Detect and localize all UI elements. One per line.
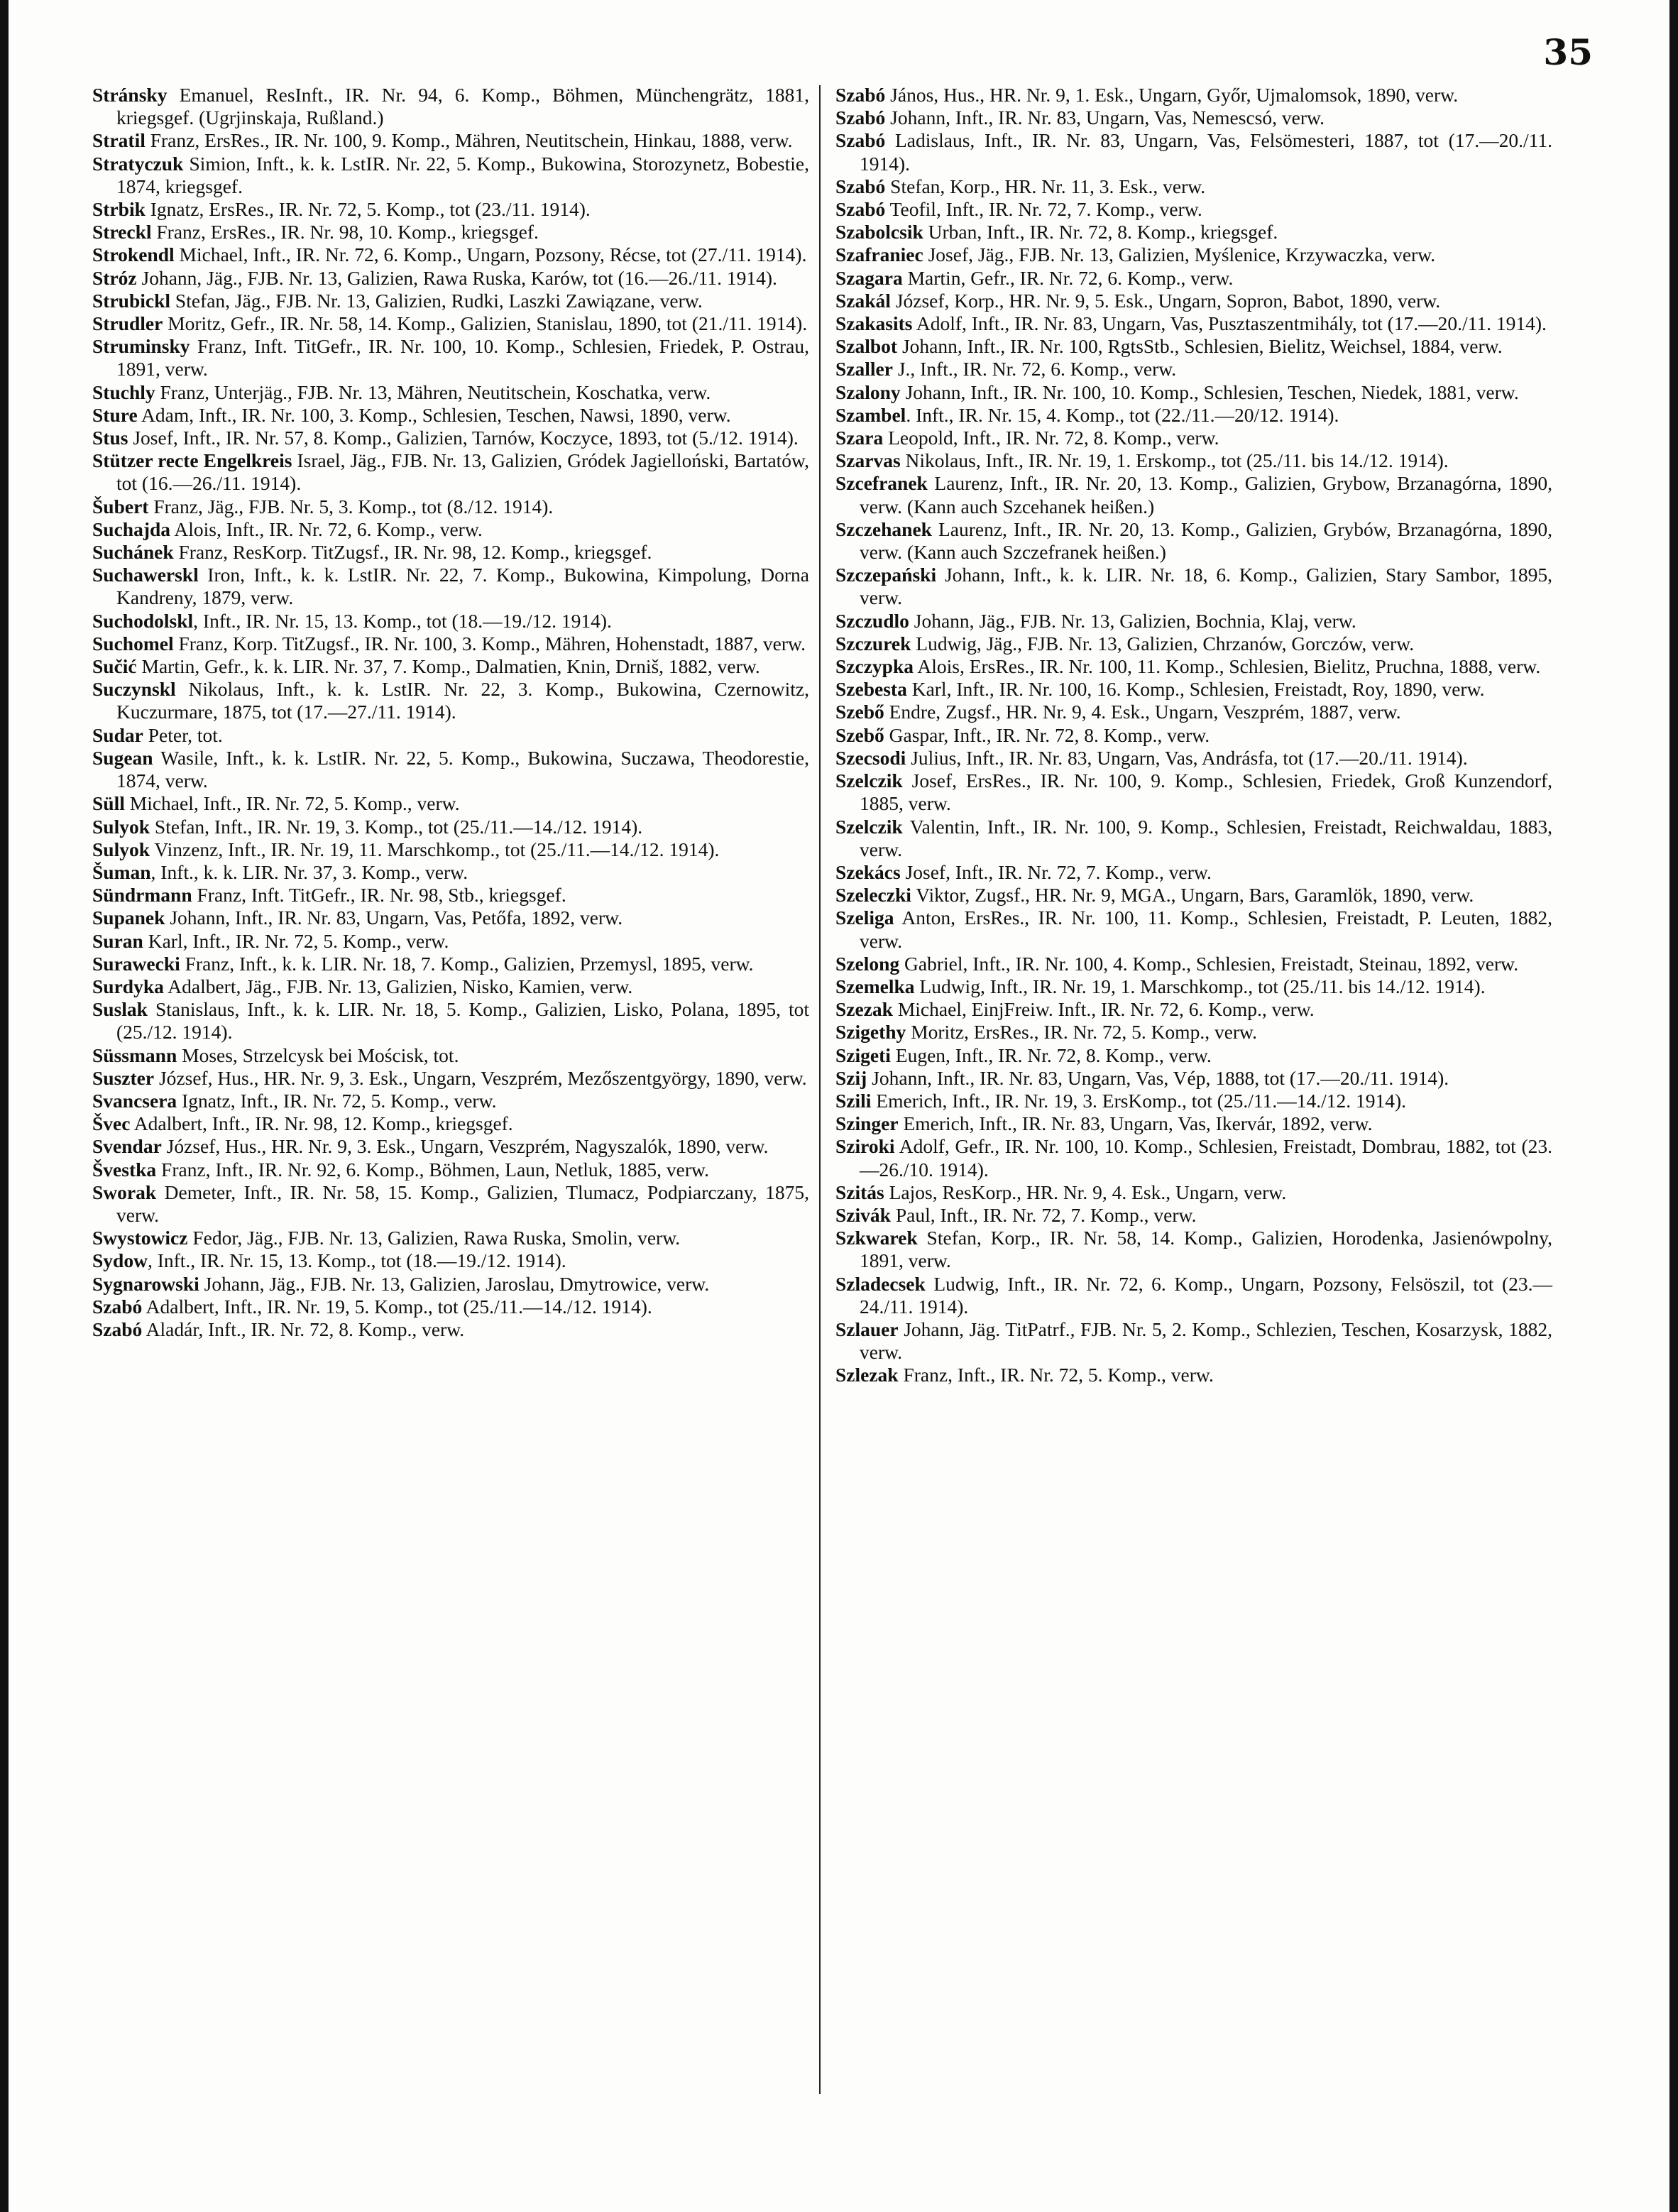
entry-surname: Szczurek <box>835 632 911 655</box>
entry-details: Franz, Inft. TitGefr., IR. Nr. 100, 10. Komp., Schlesien, Friedek, P. Ostrau, 1891, verw. <box>116 335 809 380</box>
register-entry <box>92 1318 809 1341</box>
register-entry <box>92 1296 809 1318</box>
register-entry <box>835 861 1552 884</box>
entry-details: Julius, Inft., IR. Nr. 83, Ungarn, Vas, Andrásfa, tot (17.—20./11. 1914). <box>906 746 1468 769</box>
register-entry <box>835 267 1552 290</box>
register-entry <box>835 175 1552 198</box>
register-entry <box>92 792 809 815</box>
entry-surname: Szij <box>835 1066 867 1089</box>
entry-surname: Stützer recte Engelkreis <box>92 449 292 472</box>
register-entry <box>835 1318 1552 1364</box>
register-entry <box>92 930 809 953</box>
entry-surname: Svancsera <box>92 1089 177 1112</box>
entry-surname: Suchawerskl <box>92 564 199 586</box>
column-divider <box>819 85 821 2094</box>
entry-details: Josef, Jäg., FJB. Nr. 13, Galizien, Myślenice, Krzywaczka, verw. <box>923 243 1436 266</box>
register-entry <box>835 243 1552 266</box>
register-entry <box>92 495 809 518</box>
entry-details: Stefan, Korp., HR. Nr. 11, 3. Esk., verw. <box>885 175 1206 197</box>
register-entry <box>92 953 809 975</box>
entry-details: Israel, Jäg., FJB. Nr. 13, Galizien, Gródek Jagielloński, Bartatów, tot (16.—26./11. 1914). <box>116 449 809 495</box>
register-entry <box>835 953 1552 975</box>
register-entry <box>835 129 1552 175</box>
entry-surname: Sučić <box>92 655 137 678</box>
entry-details: Franz, Unterjäg., FJB. Nr. 13, Mähren, Neutitschein, Koschatka, verw. <box>155 380 711 403</box>
entry-details: Stefan, Inft., IR. Nr. 19, 3. Komp., tot (25./11.—14./12. 1914). <box>150 815 643 838</box>
register-entry <box>92 1181 809 1227</box>
register-entry <box>835 106 1552 129</box>
entry-surname: Süssmann <box>92 1044 177 1066</box>
register-entry <box>92 290 809 312</box>
right-column <box>835 84 1552 1387</box>
register-entry <box>835 312 1552 335</box>
register-entry <box>835 84 1552 106</box>
entry-details: Ignatz, ErsRes., IR. Nr. 72, 5. Komp., tot (23./11. 1914). <box>145 198 591 221</box>
register-entry <box>835 610 1552 633</box>
register-entry <box>835 449 1552 472</box>
entry-surname: Stránsky <box>92 84 168 106</box>
register-entry <box>835 907 1552 952</box>
entry-details: Endre, Zugsf., HR. Nr. 9, 4. Esk., Ungarn, Veszprém, 1887, verw. <box>884 701 1401 723</box>
entry-surname: Suszter <box>92 1066 155 1089</box>
entry-details: Franz, ResKorp. TitZugsf., IR. Nr. 98, 12. Komp., kriegsgef. <box>173 541 652 564</box>
entry-details: Johann, Jäg. TitPatrf., FJB. Nr. 5, 2. Komp., Schlezien, Teschen, Kosarzysk, 1882, verw. <box>860 1318 1552 1364</box>
register-entry <box>92 816 809 838</box>
entry-surname: Surdyka <box>92 975 164 997</box>
register-entry <box>92 1249 809 1272</box>
entry-surname: Suchánek <box>92 541 174 564</box>
register-entry <box>835 678 1552 701</box>
entry-details: Adam, Inft., IR. Nr. 100, 3. Komp., Schlesien, Teschen, Nawsi, 1890, verw. <box>137 403 731 426</box>
register-entry <box>835 381 1552 404</box>
entry-surname: Szarvas <box>835 449 901 472</box>
entry-details: József, Korp., HR. Nr. 9, 5. Esk., Ungarn, Sopron, Babot, 1890, verw. <box>890 289 1441 312</box>
entry-details: Michael, Inft., IR. Nr. 72, 6. Komp., Ungarn, Pozsony, Récse, tot (27./11. 1914). <box>174 243 807 266</box>
entry-details: Franz, Inft., IR. Nr. 72, 5. Komp., verw. <box>898 1364 1214 1386</box>
entry-surname: Sture <box>92 403 138 426</box>
entry-details: Franz, Inft., k. k. LIR. Nr. 18, 7. Komp., Galizien, Przemysl, 1895, verw. <box>180 952 754 975</box>
entry-details: Ludwig, Inft., IR. Nr. 19, 1. Marschkomp., tot (25./11. bis 14./12. 1914). <box>914 975 1486 997</box>
entry-surname: Szemelka <box>835 975 915 997</box>
register-entry <box>835 1181 1552 1204</box>
register-entry <box>92 1067 809 1090</box>
register-entry <box>92 153 809 198</box>
register-entry <box>835 221 1552 243</box>
entry-surname: Stus <box>92 427 128 449</box>
entry-surname: Strbik <box>92 198 146 221</box>
entry-details: Michael, EinjFreiw. Inft., IR. Nr. 72, 6. Komp., verw. <box>892 998 1315 1021</box>
register-entry <box>835 884 1552 907</box>
entry-surname: Sulyok <box>92 815 150 838</box>
register-entry <box>92 1044 809 1067</box>
register-entry <box>92 1090 809 1112</box>
entry-surname: Švec <box>92 1112 131 1135</box>
entry-details: Teofil, Inft., IR. Nr. 72, 7. Komp., verw. <box>885 198 1202 221</box>
entry-surname: Suchajda <box>92 518 171 540</box>
register-entry <box>835 816 1552 861</box>
register-entry <box>835 358 1552 380</box>
entry-details: Adalbert, Jäg., FJB. Nr. 13, Galizien, Nisko, Kamien, verw. <box>163 975 633 997</box>
entry-surname: Szelczik <box>835 770 903 792</box>
entry-surname: Szczudlo <box>835 609 909 632</box>
entry-details: Moses, Strzelcysk bei Mościsk, tot. <box>177 1044 459 1066</box>
register-entry <box>92 449 809 495</box>
entry-details: Alois, Inft., IR. Nr. 72, 6. Komp., verw. <box>170 518 483 540</box>
entry-details: Eugen, Inft., IR. Nr. 72, 8. Komp., verw. <box>890 1044 1212 1066</box>
entry-details: Laurenz, Inft., IR. Nr. 20, 13. Komp., Galizien, Grybow, Brzanagórna, 1890, verw. (Kann auch Szcehanek heißen.) <box>860 472 1552 518</box>
register-entry <box>835 633 1552 655</box>
register-entry <box>835 564 1552 609</box>
entry-details: Johann, Inft., IR. Nr. 83, Ungarn, Vas, Nemescsó, verw. <box>885 106 1325 129</box>
entry-details: Nikolaus, Inft., k. k. LstIR. Nr. 22, 3. Komp., Bukowina, Czernowitz, Kuczurmare, 1875, tot (17.—27./11. 1914). <box>116 678 809 723</box>
entry-surname: Szeleczki <box>835 884 911 907</box>
entry-surname: Szczehanek <box>835 518 932 540</box>
register-entry <box>92 564 809 609</box>
entry-surname: Szebő <box>835 723 884 746</box>
entry-surname: Sudar <box>92 723 143 746</box>
entry-details: József, Hus., HR. Nr. 9, 3. Esk., Ungarn, Veszprém, Nagyszalók, 1890, verw. <box>161 1135 769 1158</box>
entry-details: Leopold, Inft., IR. Nr. 72, 8. Komp., verw. <box>883 427 1219 449</box>
register-entry <box>92 655 809 678</box>
register-entry <box>835 1204 1552 1227</box>
register-entry <box>835 1273 1552 1318</box>
entry-details: Emerich, Inft., IR. Nr. 19, 3. ErsKomp., tot (25./11.—14./12. 1914). <box>871 1089 1407 1112</box>
register-entry <box>835 770 1552 815</box>
entry-surname: Szara <box>835 427 884 449</box>
register-entry <box>835 1021 1552 1044</box>
entry-details: Martin, Gefr., IR. Nr. 72, 6. Komp., verw. <box>902 266 1234 289</box>
entry-details: József, Hus., HR. Nr. 9, 3. Esk., Ungarn, Veszprém, Mezőszentgyörgy, 1890, verw. <box>154 1066 807 1089</box>
entry-surname: Szekács <box>835 860 901 883</box>
register-entry <box>92 1112 809 1135</box>
entry-details: Peter, tot. <box>143 723 223 746</box>
entry-surname: Szagara <box>835 266 903 289</box>
entry-surname: Sugean <box>92 746 153 769</box>
entry-surname: Szaller <box>835 358 893 380</box>
entry-details: Wasile, Inft., k. k. LstIR. Nr. 22, 5. Komp., Bukowina, Suczawa, Theodorestie, 1874, verw. <box>116 746 809 792</box>
entry-surname: Szabó <box>835 84 886 106</box>
entry-details: Iron, Inft., k. k. LstIR. Nr. 22, 7. Komp., Bukowina, Kimpolung, Dorna Kandreny, 1879, verw. <box>116 564 809 609</box>
entry-surname: Suczynskl <box>92 678 176 701</box>
entry-surname: Szakál <box>835 289 891 312</box>
entry-details: Valentin, Inft., IR. Nr. 100, 9. Komp., Schlesien, Freistadt, Reichwaldau, 1883, verw. <box>860 815 1552 860</box>
entry-surname: Szebesta <box>835 678 907 701</box>
register-entry <box>92 84 809 129</box>
entry-details: Adalbert, Inft., IR. Nr. 98, 12. Komp., kriegsgef. <box>130 1112 513 1135</box>
register-entry <box>92 427 809 449</box>
entry-surname: Szabó <box>92 1295 143 1318</box>
entry-surname: Szalbot <box>835 335 898 358</box>
entry-details: Anton, ErsRes., IR. Nr. 100, 11. Komp., Schlesien, Freistadt, P. Leuten, 1882, verw. <box>860 907 1552 952</box>
register-entry <box>835 1090 1552 1112</box>
entry-details: Josef, ErsRes., IR. Nr. 100, 9. Komp., Schlesien, Friedek, Groß Kunzendorf, 1885, verw. <box>860 770 1552 815</box>
entry-surname: Stuchly <box>92 380 155 403</box>
entry-surname: Strubickl <box>92 289 171 312</box>
register-entry <box>92 633 809 655</box>
entry-details: Ludwig, Inft., IR. Nr. 72, 6. Komp., Ungarn, Pozsony, Felsöszil, tot (23.—24./11. 1914). <box>860 1272 1552 1318</box>
left-column <box>92 84 809 1341</box>
entry-surname: Stratil <box>92 129 146 152</box>
entry-surname: Švestka <box>92 1158 157 1181</box>
entry-surname: Szkwarek <box>835 1227 918 1249</box>
register-entry <box>835 472 1552 518</box>
page-number: 35 <box>1543 31 1593 73</box>
register-entry <box>92 861 809 884</box>
entry-surname: Szczepański <box>835 564 937 586</box>
entry-details: , Inft., IR. Nr. 15, 13. Komp., tot (18.—19./12. 1914). <box>193 609 612 632</box>
entry-details: Johann, Inft., IR. Nr. 100, RgtsStb., Schlesien, Bielitz, Weichsel, 1884, verw. <box>897 335 1503 358</box>
entry-details: Simion, Inft., k. k. LstIR. Nr. 22, 5. Komp., Bukowina, Storozynetz, Bobestie, 1874, kriegsgef. <box>116 152 809 197</box>
entry-details: Adolf, Inft., IR. Nr. 83, Ungarn, Vas, Pusztaszentmihály, tot (17.—20./11. 1914). <box>912 312 1547 335</box>
register-entry <box>835 975 1552 998</box>
entry-surname: Sulyok <box>92 838 150 860</box>
register-entry <box>92 267 809 290</box>
entry-details: Franz, Inft. TitGefr., IR. Nr. 98, Stb., kriegsgef. <box>192 884 566 907</box>
entry-details: Ignatz, Inft., IR. Nr. 72, 5. Komp., verw. <box>177 1089 497 1112</box>
entry-details: Nikolaus, Inft., IR. Nr. 19, 1. Erskomp., tot (25./11. bis 14./12. 1914). <box>900 449 1449 472</box>
entry-details: János, Hus., HR. Nr. 9, 1. Esk., Ungarn, Győr, Ujmalomsok, 1890, verw. <box>885 84 1459 106</box>
entry-surname: Szabolcsik <box>835 221 923 243</box>
register-entry <box>92 312 809 335</box>
entry-surname: Szinger <box>835 1112 899 1135</box>
entry-surname: Suran <box>92 929 143 952</box>
entry-surname: Sündrmann <box>92 884 192 907</box>
entry-details: Ludwig, Jäg., FJB. Nr. 13, Galizien, Chrzanów, Gorczów, verw. <box>911 632 1415 655</box>
entry-surname: Supanek <box>92 907 165 929</box>
entry-details: Fedor, Jäg., FJB. Nr. 13, Galizien, Rawa Ruska, Smolin, verw. <box>187 1227 681 1249</box>
entry-details: Karl, Inft., IR. Nr. 72, 5. Komp., verw. <box>143 929 449 952</box>
entry-surname: Szebő <box>835 701 884 723</box>
entry-surname: Szabó <box>835 198 886 221</box>
entry-surname: Szambel <box>835 403 906 426</box>
entry-surname: Svendar <box>92 1135 162 1158</box>
entry-surname: Streckl <box>92 221 152 243</box>
entry-details: Franz, ErsRes., IR. Nr. 100, 9. Komp., Mähren, Neutitschein, Hinkau, 1888, verw. <box>145 129 793 152</box>
entry-details: Michael, Inft., IR. Nr. 72, 5. Komp., verw. <box>124 792 460 815</box>
entry-details: Josef, Inft., IR. Nr. 72, 7. Komp., verw. <box>900 860 1212 883</box>
register-entry <box>835 998 1552 1021</box>
entry-surname: Szladecsek <box>835 1272 926 1295</box>
entry-surname: Szivák <box>835 1203 891 1226</box>
register-entry <box>92 198 809 221</box>
register-entry <box>92 975 809 998</box>
entry-surname: Šubert <box>92 495 149 518</box>
entry-details: Johann, Jäg., FJB. Nr. 13, Galizien, Bochnia, Klaj, verw. <box>909 609 1356 632</box>
entry-details: Johann, Inft., IR. Nr. 83, Ungarn, Vas, Vép, 1888, tot (17.—20./11. 1914). <box>867 1066 1449 1089</box>
register-entry <box>835 1067 1552 1090</box>
entry-surname: Szlauer <box>835 1318 899 1340</box>
entry-surname: Suslak <box>92 998 148 1021</box>
entry-surname: Szelong <box>835 952 900 975</box>
entry-surname: Sygnarowski <box>92 1272 199 1295</box>
register-entry <box>835 1112 1552 1135</box>
register-entry <box>92 907 809 929</box>
entry-surname: Stratyczuk <box>92 152 184 175</box>
entry-surname: Szelczik <box>835 815 903 838</box>
register-entry <box>92 381 809 404</box>
register-entry <box>835 1135 1552 1181</box>
entry-details: Urban, Inft., IR. Nr. 72, 8. Komp., kriegsgef. <box>923 221 1278 243</box>
entry-surname: Suchomel <box>92 632 174 655</box>
entry-details: Josef, Inft., IR. Nr. 57, 8. Komp., Galizien, Tarnów, Koczyce, 1893, tot (5./12. 1914). <box>128 427 799 449</box>
entry-surname: Szalony <box>835 380 901 403</box>
entry-details: Aladár, Inft., IR. Nr. 72, 8. Komp., verw. <box>142 1318 465 1340</box>
register-entry <box>92 747 809 792</box>
entry-surname: Süll <box>92 792 125 815</box>
entry-surname: Szabó <box>92 1318 143 1340</box>
entry-surname: Stróz <box>92 266 137 289</box>
register-entry <box>835 1364 1552 1386</box>
register-entry <box>835 290 1552 312</box>
entry-details: Ladislaus, Inft., IR. Nr. 83, Ungarn, Vas, Felsömesteri, 1887, tot (17.—20./11. 1914). <box>860 129 1552 175</box>
entry-surname: Sziroki <box>835 1135 895 1158</box>
register-entry <box>92 221 809 243</box>
register-entry <box>92 404 809 427</box>
register-entry <box>92 610 809 633</box>
entry-details: Stefan, Jäg., FJB. Nr. 13, Galizien, Rudki, Laszki Zawiązane, verw. <box>170 289 703 312</box>
entry-details: Gaspar, Inft., IR. Nr. 72, 8. Komp., verw. <box>884 723 1210 746</box>
entry-details: Vinzenz, Inft., IR. Nr. 19, 11. Marschkomp., tot (25./11.—14./12. 1914). <box>150 838 720 860</box>
register-entry <box>835 724 1552 747</box>
entry-surname: Szlezak <box>835 1364 899 1386</box>
entry-details: Laurenz, Inft., IR. Nr. 20, 13. Komp., Galizien, Grybów, Brzanagórna, 1890, verw. (Kann auch Szczefranek heißen.) <box>860 518 1552 564</box>
entry-surname: Szabó <box>835 106 886 129</box>
register-entry <box>835 518 1552 564</box>
entry-details: Johann, Inft., IR. Nr. 100, 10. Komp., Schlesien, Teschen, Niedek, 1881, verw. <box>900 380 1519 403</box>
register-entry <box>92 724 809 747</box>
entry-details: Lajos, ResKorp., HR. Nr. 9, 4. Esk., Ungarn, verw. <box>884 1181 1287 1203</box>
entry-details: , Inft., IR. Nr. 15, 13. Komp., tot (18.—19./12. 1914). <box>147 1249 566 1272</box>
entry-surname: Szczypka <box>835 655 914 678</box>
entry-details: Franz, ErsRes., IR. Nr. 98, 10. Komp., kriegsgef. <box>151 221 539 243</box>
register-entry <box>92 129 809 152</box>
entry-details: Moritz, ErsRes., IR. Nr. 72, 5. Komp., verw. <box>906 1021 1258 1044</box>
entry-surname: Strudler <box>92 312 163 335</box>
entry-details: Stanislaus, Inft., k. k. LIR. Nr. 18, 5. Komp., Galizien, Lisko, Polana, 1895, tot (25./12. 1914). <box>116 998 809 1044</box>
register-entry <box>92 335 809 380</box>
entry-surname: Sydow <box>92 1249 148 1272</box>
register-entry <box>92 838 809 861</box>
entry-surname: Szigethy <box>835 1021 906 1044</box>
entry-details: Stefan, Korp., IR. Nr. 58, 14. Komp., Galizien, Horodenka, Jasienówpolny, 1891, verw. <box>860 1227 1552 1272</box>
entry-details: Demeter, Inft., IR. Nr. 58, 15. Komp., Galizien, Tlumacz, Podpiarczany, 1875, verw. <box>116 1181 809 1226</box>
entry-details: Adolf, Gefr., IR. Nr. 100, 10. Komp., Schlesien, Freistadt, Dombrau, 1882, tot (23.—26./10. 1914). <box>860 1135 1552 1181</box>
register-entry <box>92 518 809 541</box>
entry-surname: Szezak <box>835 998 893 1021</box>
register-entry <box>92 1135 809 1158</box>
entry-surname: Szecsodi <box>835 746 906 769</box>
entry-surname: Surawecki <box>92 952 180 975</box>
register-entry <box>835 404 1552 427</box>
entry-surname: Sworak <box>92 1181 157 1203</box>
entry-details: Emanuel, ResInft., IR. Nr. 94, 6. Komp., Böhmen, Münchengrätz, 1881, kriegsgef. (Ugrjinskaja, Rußland.) <box>116 84 809 129</box>
register-entry <box>835 655 1552 678</box>
entry-surname: Strokendl <box>92 243 175 266</box>
entry-surname: Swystowicz <box>92 1227 188 1249</box>
entry-surname: Szeliga <box>835 907 894 929</box>
entry-details: , Inft., k. k. LIR. Nr. 37, 3. Komp., verw. <box>150 860 468 883</box>
entry-details: Gabriel, Inft., IR. Nr. 100, 4. Komp., Schlesien, Freistadt, Steinau, 1892, verw. <box>899 952 1519 975</box>
register-entry <box>92 884 809 907</box>
entry-surname: Szitás <box>835 1181 884 1203</box>
entry-details: Johann, Jäg., FJB. Nr. 13, Galizien, Jaroslau, Dmytrowice, verw. <box>199 1272 710 1295</box>
register-entry <box>835 1044 1552 1067</box>
entry-details: Adalbert, Inft., IR. Nr. 19, 5. Komp., tot (25./11.—14./12. 1914). <box>142 1295 652 1318</box>
entry-details: Emerich, Inft., IR. Nr. 83, Ungarn, Vas, Ikervár, 1892, verw. <box>898 1112 1373 1135</box>
entry-details: Alois, ErsRes., IR. Nr. 100, 11. Komp., Schlesien, Bielitz, Pruchna, 1888, verw. <box>914 655 1541 678</box>
entry-surname: Szabó <box>835 129 886 152</box>
entry-details: Franz, Korp. TitZugsf., IR. Nr. 100, 3. Komp., Mähren, Hohenstadt, 1887, verw. <box>173 632 806 655</box>
entry-details: Franz, Jäg., FJB. Nr. 5, 3. Komp., tot (8./12. 1914). <box>148 495 554 518</box>
register-entry <box>835 747 1552 770</box>
entry-details: Karl, Inft., IR. Nr. 100, 16. Komp., Schlesien, Freistadt, Roy, 1890, verw. <box>906 678 1485 701</box>
entry-surname: Szcefranek <box>835 472 928 495</box>
entry-surname: Šuman <box>92 860 151 883</box>
entry-surname: Szigeti <box>835 1044 891 1066</box>
entry-surname: Szili <box>835 1089 872 1112</box>
register-entry <box>92 998 809 1044</box>
register-entry <box>92 1227 809 1249</box>
register-entry <box>92 1159 809 1181</box>
entry-details: Moritz, Gefr., IR. Nr. 58, 14. Komp., Galizien, Stanislau, 1890, tot (21./11. 1914). <box>163 312 808 335</box>
entry-details: J., Inft., IR. Nr. 72, 6. Komp., verw. <box>892 358 1177 380</box>
register-entry <box>92 678 809 723</box>
entry-details: Franz, Inft., IR. Nr. 92, 6. Komp., Böhmen, Laun, Netluk, 1885, verw. <box>156 1158 709 1181</box>
entry-details: Johann, Jäg., FJB. Nr. 13, Galizien, Rawa Ruska, Karów, tot (16.—26./11. 1914). <box>136 266 777 289</box>
entry-surname: Szabó <box>835 175 886 197</box>
register-entry <box>835 427 1552 449</box>
register-entry <box>835 1227 1552 1272</box>
register-entry <box>92 243 809 266</box>
entry-surname: Szakasits <box>835 312 913 335</box>
entry-surname: Szafraniec <box>835 243 923 266</box>
register-entry <box>835 335 1552 358</box>
entry-details: Johann, Inft., k. k. LIR. Nr. 18, 6. Komp., Galizien, Stary Sambor, 1895, verw. <box>860 564 1552 609</box>
entry-details: . Inft., IR. Nr. 15, 4. Komp., tot (22./11.—20/12. 1914). <box>906 403 1339 426</box>
entry-details: Viktor, Zugsf., HR. Nr. 9, MGA., Ungarn, Bars, Garamlök, 1890, verw. <box>911 884 1474 907</box>
entry-details: Paul, Inft., IR. Nr. 72, 7. Komp., verw. <box>890 1203 1197 1226</box>
entry-surname: Struminsky <box>92 335 190 358</box>
entry-details: Johann, Inft., IR. Nr. 83, Ungarn, Vas, Petőfa, 1892, verw. <box>165 907 623 929</box>
register-entry <box>835 701 1552 723</box>
register-entry <box>835 198 1552 221</box>
register-entry <box>92 1273 809 1296</box>
entry-surname: Suchodolskl <box>92 609 194 632</box>
register-entry <box>92 541 809 564</box>
entry-details: Martin, Gefr., k. k. LIR. Nr. 37, 7. Komp., Dalmatien, Knin, Drniš, 1882, verw. <box>136 655 760 678</box>
